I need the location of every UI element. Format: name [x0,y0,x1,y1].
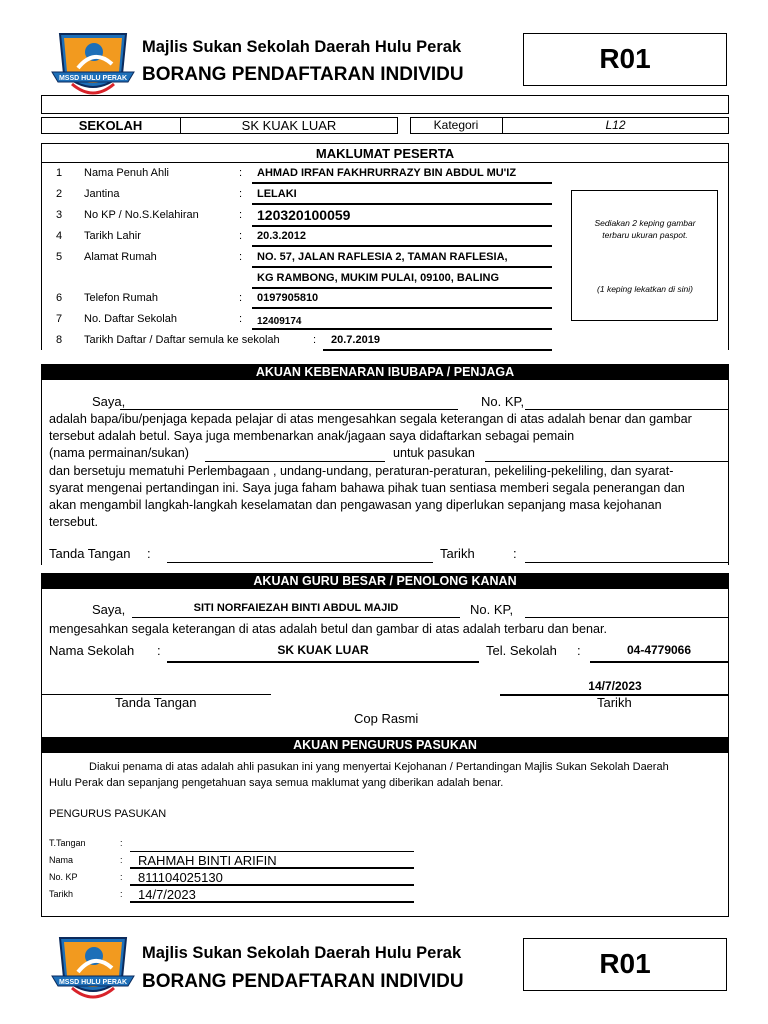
school-reg-date-value: 20.7.2019 [331,334,380,346]
footer-code: R01 [599,948,651,979]
ht-statement: mengesahkan segala keterangan di atas adalah betul dan gambar di atas adalah terbaru dan benar. [49,622,608,636]
footer-form-title: BORANG PENDAFTARAN INDIVIDU [142,971,464,992]
row-no: 2 [56,188,63,200]
address-line-1: NO. 57, JALAN RAFLESIA 2, TAMAN RAFLESIA, [257,251,508,263]
colon: : [239,251,243,263]
colon: : [513,546,517,561]
parent-text-line: akan mengambil langkah-langkah keselamatan dan pengawasan yang diperlukan sepanjang masa kejohanan [49,498,662,512]
manager-name-value: RAHMAH BINTI ARIFIN [138,853,277,868]
category-value: L12 [605,118,626,132]
game-line [205,461,385,462]
parent-nokp-label: No. KP, [481,394,525,409]
school-reg-label: No. Daftar Sekolah [84,313,177,325]
ht-date-label: Tarikh [597,695,632,710]
ht-name: SITI NORFAIEZAH BINTI ABDUL MAJID [193,602,399,614]
parent-name-line [120,409,458,410]
colon: : [157,643,161,658]
colon: : [313,334,317,346]
ic-number-label: No KP / No.S.Kelahiran [84,209,199,221]
row-no: 8 [56,334,63,346]
colon: : [239,313,243,325]
row-no: 3 [56,209,63,221]
birth-date-label: Tarikh Lahir [84,230,141,242]
header-org: Majlis Sukan Sekolah Daerah Hulu Perak [142,38,462,56]
photo-box [571,190,718,321]
colon: : [120,838,123,848]
form-code-box [523,33,727,86]
school-reg-value: 12409174 [257,316,302,327]
manager-date-value: 14/7/2023 [138,887,196,902]
svg-text:MSSD HULU PERAK: MSSD HULU PERAK [58,75,128,82]
parent-nokp-line [525,409,728,410]
category-label: Kategori [433,118,479,132]
ht-stamp-label: Cop Rasmi [354,711,419,726]
colon: : [239,188,243,200]
row-no: 1 [56,167,63,179]
participant-section-title: MAKLUMAT PESERTA [315,146,455,161]
gender-value: LELAKI [257,188,297,200]
svg-text:MSSD HULU PERAK: MSSD HULU PERAK [58,979,128,986]
school-label: SEKOLAH [78,118,143,133]
address-label: Alamat Rumah [84,251,157,263]
school-value: SK KUAK LUAR [241,118,337,133]
ht-nokp-line [525,617,728,618]
colon: : [120,872,123,882]
colon: : [239,167,243,179]
parent-date-line [525,562,728,563]
photo-note: Sediakan 2 keping gambar terbaru ukuran paspot. [594,218,696,240]
team-line [485,461,728,462]
manager-heading: PENGURUS PASUKAN [49,808,167,820]
ht-school-value: SK KUAK LUAR [277,643,369,657]
gender-label: Jantina [84,188,120,200]
photo-note-2: (1 keping lekatkan di sini) [597,284,693,294]
parent-section-title: AKUAN KEBENARAN IBUBAPA / PENJAGA [41,364,729,380]
manager-nokp-value: 811104025130 [138,870,223,885]
row-no: 4 [56,230,63,242]
manager-name-label: Nama [49,855,74,865]
mssd-logo-icon [50,932,136,1008]
blank-row [41,95,729,114]
colon: : [120,855,123,865]
birth-date-value: 20.3.2012 [257,230,306,242]
parent-sign-line [167,562,433,563]
colon: : [577,643,581,658]
participant-full-name-label: Nama Penuh Ahli [84,167,169,179]
address-line-2: KG RAMBONG, MUKIM PULAI, 09100, BALING [257,272,500,284]
home-phone-label: Telefon Rumah [84,292,158,304]
parent-text-line: tersebut. [49,515,99,529]
team-label: untuk pasukan [393,446,475,460]
parent-text-line: adalah bapa/ibu/penjaga kepada pelajar di atas mengesahkan segala keterangan di atas adalah benar dan gambar [49,412,692,426]
home-phone-value: 0197905810 [257,292,319,304]
manager-section-title: AKUAN PENGURUS PASUKAN [41,737,729,753]
ht-date-value: 14/7/2023 [588,679,642,693]
participant-full-name: AHMAD IRFAN FAKHRURRAZY BIN ABDUL MU'IZ [257,167,517,179]
parent-text-line: syarat mengenai pertandingan ini. Saya juga faham bahawa pihak tuan sentiasa memberi segala penerangan dan [49,481,685,495]
school-reg-date-label: Tarikh Daftar / Daftar semula ke sekolah [84,334,280,346]
ic-number-value: 120320100059 [257,207,351,223]
ht-school-label: Nama Sekolah [49,643,135,658]
colon: : [120,889,123,899]
ht-saya-label: Saya, [92,602,126,617]
parent-text-line: dan bersetuju mematuhi Perlembagaan , undang-undang, peraturan-peraturan, pekeliling-pekeliling, dan syarat- [49,464,674,478]
mssd-logo-icon [50,28,136,104]
manager-nokp-label: No. KP [49,872,78,882]
manager-date-label: Tarikh [49,889,74,899]
ht-nokp-label: No. KP, [470,602,514,617]
row-no: 6 [56,292,63,304]
game-label: (nama permainan/sukan) [49,446,190,460]
head-teacher-section-title: AKUAN GURU BESAR / PENOLONG KANAN [41,573,729,589]
manager-text-line-2: Hulu Perak dan sepanjang pengetahuan saya semua maklumat yang diberikan adalah benar. [49,777,504,789]
form-code: R01 [599,43,651,74]
colon: : [147,546,151,561]
colon: : [239,292,243,304]
parent-sign-label: Tanda Tangan [49,546,131,561]
row-no: 7 [56,313,63,325]
ht-tel-label: Tel. Sekolah [486,643,557,658]
row-no: 5 [56,251,63,263]
header-form-title: BORANG PENDAFTARAN INDIVIDU [142,64,464,85]
manager-text-line-1: Diakui penama di atas adalah ahli pasukan ini yang menyertai Kejohanan / Pertandingan Majlis Sukan Sekolah Daerah [89,761,669,773]
parent-saya-label: Saya, [92,394,126,409]
ht-tel-value: 04-4779066 [626,643,692,657]
colon: : [239,209,243,221]
parent-text-line: tersebut adalah betul. Saya juga membenarkan anak/jagaan saya didaftarkan sebagai pemain [49,429,575,443]
footer-code-box [523,938,727,991]
manager-sign-label: T.Tangan [49,838,86,848]
ht-sign-label: Tanda Tangan [115,695,197,710]
colon: : [239,230,243,242]
parent-date-label: Tarikh [440,546,475,561]
footer-org: Majlis Sukan Sekolah Daerah Hulu Perak [142,944,462,962]
